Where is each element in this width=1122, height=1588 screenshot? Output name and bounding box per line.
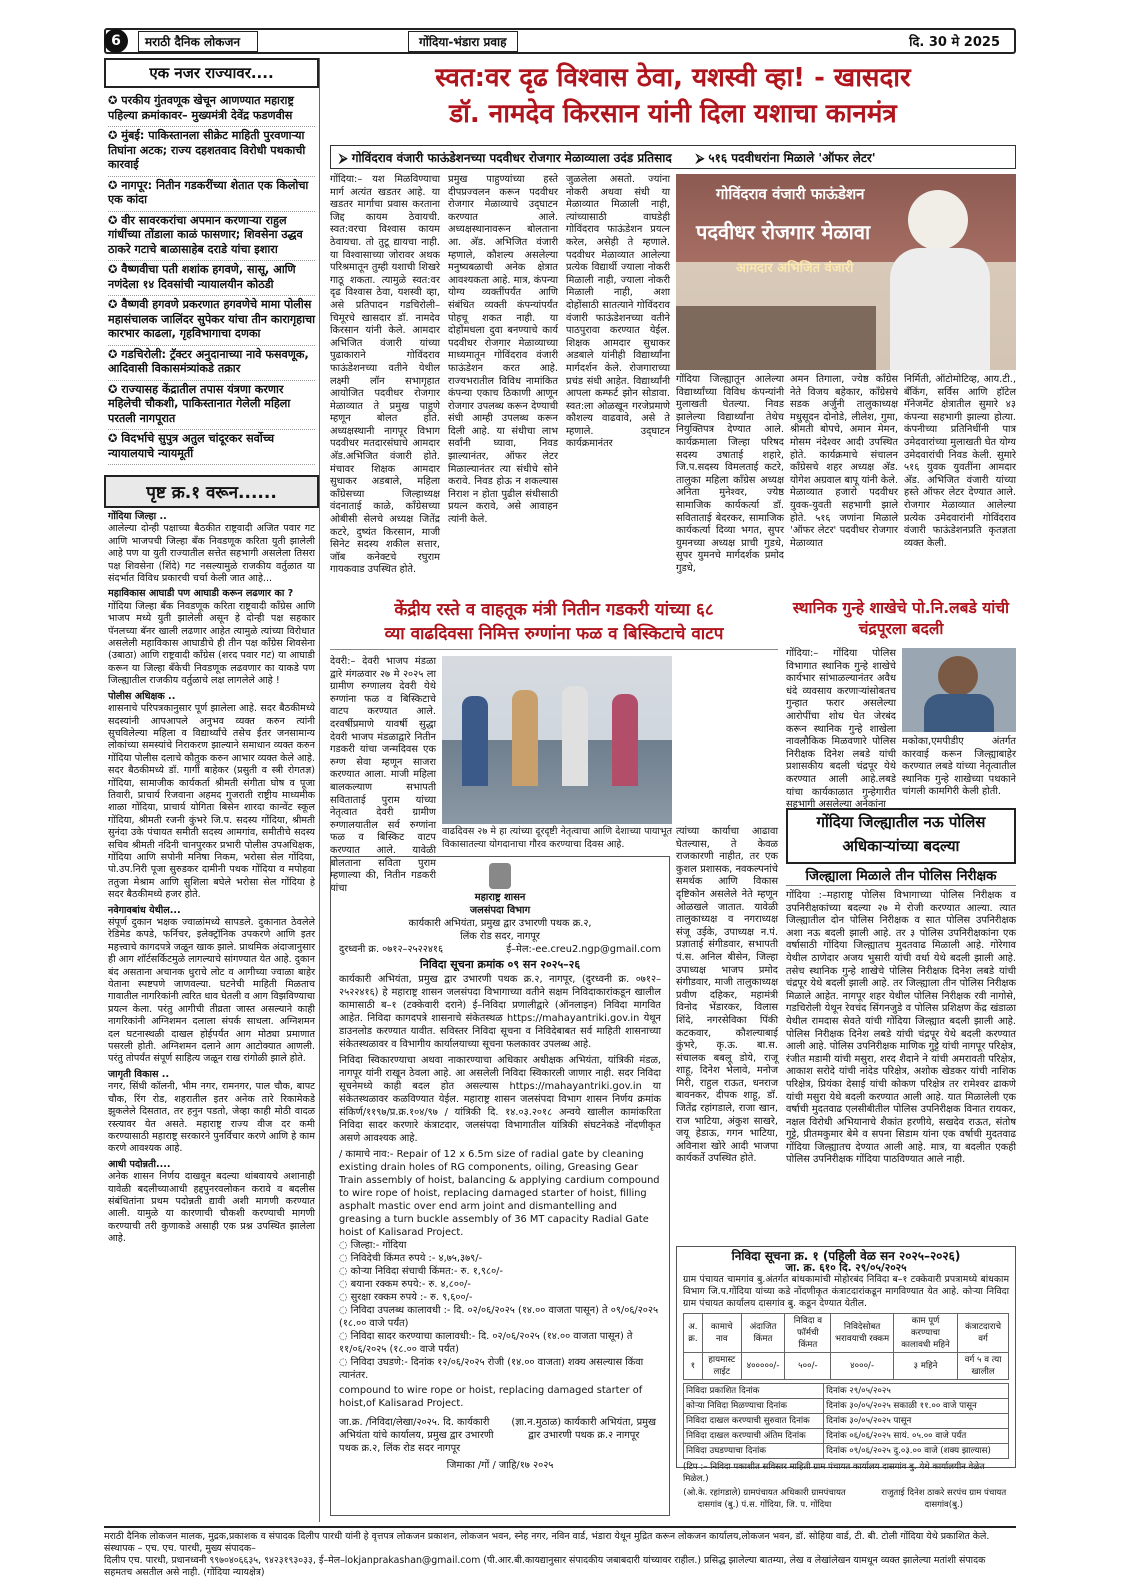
table-cell: वर्ग ५ व त्या खालील	[958, 1353, 1009, 1380]
tender2-note: (टिप :– निविदा पकाशीत सविस्तर माहिती ग्राम पंचायत कार्यालय दासगांव बु. येथे कार्यालयीन वेळेत मिळेल.)	[683, 1462, 985, 1484]
tender1-repeat: compound to wire rope or hoist, replacing damaged starter of hoist,of Kalisarad Project.	[339, 1385, 643, 1409]
table-header-cell: अ. क्र.	[684, 1314, 703, 1353]
briefs-list	[104, 88, 319, 469]
table-cell: ४०००००/-	[741, 1353, 785, 1380]
schedule-cell: निविदा दाखल करण्याची सुरुवात दिनांक	[684, 1414, 824, 1429]
table-cell: हायमास्ट लाईट	[702, 1353, 741, 1380]
continued-subhead: गोंदिया जिल्हा ..	[108, 511, 167, 522]
photo-banner-text3: आमदार अभिजित वंजारी	[736, 261, 854, 276]
schedule-cell: दिनांक ०९/०६/२०२५ दु.०३.०० वाजे (शक्य झाल्यास)	[824, 1444, 1009, 1459]
officer-shirt	[924, 694, 994, 732]
left-column	[104, 58, 320, 1522]
state-emblem-icon	[489, 863, 511, 889]
tender1-sig-right: (ज्ञा.न.मुठाळ) कार्यकारी अभियंता, प्रमुख द्वार उभारणी पथक क्र.२ नागपूर	[511, 1417, 657, 1441]
paper-name: मराठी दैनिक लोकजन	[138, 31, 258, 52]
main-subheadline	[330, 145, 1016, 169]
story4-headline-line2: अधिकाऱ्यांच्या बदल्या	[842, 837, 960, 855]
person-figure	[562, 686, 588, 786]
schedule-row	[684, 1399, 1009, 1414]
tender2-schedule	[683, 1383, 1009, 1459]
continued-paragraph: संपूर्ण दुकान भक्षक ज्वाळांमध्ये सापडले. दुकानात ठेवलेले रेडिमेड कपडे, फर्निचर, इलेक्ट्रॉनिक उपकरणे आणि इतर महत्त्वाचे कागदपत्रे जळून खाक झाले. प्राथमिक अंदाजानुसार ही आग शॉर्टसर्किटमुळे लागल्याचे सांगण्यात येत आहे. दुकान बंद असताना अचानक धुराचे लोट व आगीच्या ज्वाळा बाहेर येताना स्पष्टपणे जाणवल्या. घटनेची माहिती मिळताच गावातील नागरिकांनी त्वरित धाव घेतली व आग विझविण्याचा प्रयत्न केला. परंतु आगीची तीव्रता जास्त असल्याने काही नागरिकांनी अग्निशमन दलाला संपर्क साधला. अग्निशमन दल घटनास्थळी दाखल होईपर्यंत आग मोठ्या प्रमाणात पसरली होती. अग्निशमन दलाने आग आटोक्यात आणली. परंतु तोपर्यंत संपूर्ण साहित्य जळून राख रांगोळी झाले होते.	[108, 917, 316, 1065]
continued-subhead: पोलीस अधिक्षक ..	[108, 690, 176, 702]
tender1-email: ई–मेल:-ee.creu2.ngp@gmail.com	[506, 944, 661, 955]
photo-banner-text2: पदवीधर रोजगार मेळावा	[696, 220, 871, 244]
tender1-para2: निविदा स्विकारण्याचा अथवा नाकारण्याचा अधिकार अधीक्षक अभियंता, यांत्रिकी मंडळ, नागपूर यांनी राखून ठेवला आहे. आ असलेली निविदा स्विकारली जाणार नाही. सदर निविदा सूचनेमध्ये काही बदल होत असल्यास https://mahayantriki.gov.in या संकेतस्थळावर कळविण्यात येईल. महाराष्ट्र शासन जलसंपदा विभाग शासन निर्णय क्रमांक संकिर्ण/११९७/प्र.क्र.१०४/९७ / यांत्रिकी दि. १४.०३.२०१८ अन्वये खालील कामांकरिता निविदा सादर करणारे कंत्राटदार, जलसंपदा विभागातील यांत्रिकी संघटनेकडे नोंदणीकृत असणे आवश्यक आहे.	[339, 1055, 661, 1144]
tender1-item: ◌ निविदा सादर करण्याचा कालावधी:- दि. ०२/०६/२०२५ (१४.०० वाजता पासून) ते ११/०६/२०२५ (१८.०० वाजे पर्यंत)	[339, 1331, 633, 1355]
tender1-work: / कामाचे नाव:- Repair of 12 x 6.5m size of radial gate by cleaning existing drain holes of RG components, oiling, Greasing Gear Train assembly of hoist, balancing & applying cardium compound to wire rope of hoist, replacing damaged starter of hoist, filling asphalt mastic over end arm joint and dismantelling and greasing a turn buckle assembly of 36 MT capacity Radial Gate hoist of Kalisarad Project.	[339, 1149, 660, 1238]
tender2-sig-right: राजुताई दिनेश ठाकरे सरपंच ग्राम पंचायत दासगांव(बु.)	[881, 1488, 1007, 1510]
tender1-items	[339, 1239, 661, 1382]
continued-paragraph: नगर, सिंधी कॉलनी, भीम नगर, रामनगर, पाल चौक, बापट चौक, रिंग रोड, शहरातील इतर अनेक तारे रिकामेकडे झुकलेले दिसतात, तर हनुन पडतो, जेव्हा काही मोठी वादळ रस्त्यावर येत असते. महाराष्ट्र राज्य वीज दर कमी करण्यासाठी महाराष्ट्र सरकारने पुनर्विचार करणे आणि हे काम करणे आवश्यक आहे.	[108, 1081, 315, 1155]
main-headline-line1: स्वत:वर दृढ विश्वास ठेवा, यशस्वी व्हा! - खासदार	[435, 63, 911, 93]
story4-headline-line1: गोंदिया जिल्ह्यातील नऊ पोलिस	[816, 813, 986, 831]
tender1-office: कार्यकारी अभियंता, प्रमुख द्वार उभारणी पथक क्र.२,	[408, 918, 592, 929]
hospital-photo	[442, 656, 672, 824]
schedule-cell: कोऱ्या निविदा मिळण्याचा दिनांक	[684, 1399, 824, 1414]
continued-paragraph: गोंदिया जिल्हा बँक निवडणूक करिता राष्ट्रवादी काँग्रेस आणि भाजप मध्ये युती झालेली असून हे दोन्ही पक्ष सहकार पॅनलच्या बॅनर खाली लढणार आहेत त्यामुळे त्यांच्या विरोधात असलेली महाविकास आघाडीचे ही तीन पक्ष काँग्रेस शिवसेना (उबाठा) आणि राष्ट्रवादी काँग्रेस (शरद पवार गट) या आघाडी करून या जिल्हा बँकेची निवडणूक लढवणार का याकडे पण जिल्ह्यातील राजकीय वर्तुळाचे लक्ष लागलेले आहे !	[108, 600, 315, 687]
story1-col3: जुळलेला असतो. ज्यांना नोकरी अथवा संधी या मेळाव्यात मिळाली नाही, त्यांच्यासाठी वाघडेही गोविंदराव फाऊंडेशन प्रयत्न करेल, असेही ते म्हणाले. पदवीधर मेळाव्यात आलेल्या प्रत्येक विद्यार्थी ज्याला नोकरी मिळाली नाही, ज्याला नोकरी मिळाली नाही, अशा दोहोंसाठी सातत्याने गोविंदराव वंजारी फाऊंडेशनच्या वतीने पाठपुरावा करण्यात येईल. शिक्षक आमदार सुधाकर अडबाले यांनीही विद्यार्थ्यांना मार्गदर्शन केले. रोजगाराच्या प्रचंड संधी आहेत. विद्यार्थ्यांनी आपला कम्फर्ट झोन सोडावा. स्वत:ला ओळखून गरजेप्रमाणे कौशल्य वाढवावे, असे ते म्हणाले. उद्‌घाटन कार्यक्रमानंतर	[566, 174, 670, 450]
imprint-footer	[104, 1526, 1016, 1578]
continued-paragraph: आलेल्या दोन्ही पक्षाच्या बैठकीत राष्ट्रवादी अजित पवार गट आणि भाजपची जिल्हा बँक निवडणूक करिता युती झालेली आहे पण या युती राज्यातील सत्तेत सहभागी असलेला तिसरा पक्ष शिवसेना (शिंदे) गट नसल्यामुळे राजकीय वर्तुळात या संदर्भात विविध प्रकारची चर्चा केली जात आहे...	[108, 523, 315, 585]
speaker-figure-body	[890, 248, 990, 370]
schedule-cell: दिनांक २९/०५/२०२५	[824, 1384, 1009, 1399]
continued-body	[104, 508, 319, 1252]
schedule-cell: दिनांक ३०/०५/२०२५ पासून	[824, 1414, 1009, 1429]
table-cell: ५००/-	[785, 1353, 831, 1380]
tender1-item: ◌ निविदा उघडणे:- दिनांक १२/०६/२०२५ रोजी (१४.०० वाजता) शक्य असल्यास किंवा त्यानंतर.	[339, 1357, 644, 1381]
main-headline-line2: डॉ. नामदेव किरसान यांनी दिला यशाचा कानमंत्र	[449, 99, 897, 129]
table-cell: ३ महिने	[893, 1353, 957, 1380]
speaker-figure-head	[908, 190, 968, 250]
tender2-table	[683, 1313, 1009, 1380]
table-header-cell: निविदा व फॉर्मची किंमत	[785, 1314, 831, 1353]
schedule-row	[684, 1384, 1009, 1399]
brief-item: ✪ परकीय गुंतवणूक खेचून आणण्यात महाराष्ट्र पहिल्या क्रमांकावर– मुख्यमंत्री देवेंद्र फडणवीस	[108, 92, 315, 127]
table-header-cell: काम पूर्ण करण्याचा कालावधी महिने	[893, 1314, 957, 1353]
schedule-row	[684, 1444, 1009, 1459]
continued-subhead: नवेगावबांध येथील...	[108, 904, 181, 916]
brief-item: ✪ वैष्णवी हगवणे प्रकरणात हगवणेचे मामा पोलीस महासंचालक जालिंदर सुपेकर यांचा तीन कारागृहाचा कारभार काढला, गृहविभागाचा दणका	[108, 296, 315, 346]
issue-date: दि. 30 मे 2025	[909, 35, 1000, 50]
brief-item: ✪ वीर सावरकरांचा अपमान करणाऱ्या राहुल गांधींच्या तोंडाला काळं फासणार; शिवसेना उद्धव ठाकरे गटाचे बाळासाहेब दराडे यांचा इशारा	[108, 212, 315, 262]
table-header-row	[684, 1314, 1009, 1353]
tender1-item: ◌ सुरक्षा रक्कम रुपये :- रु. ९,६००/-	[339, 1292, 473, 1303]
story2-headline-line1: केंद्रीय रस्ते व वाहतूक मंत्री नितीन गडकरी यांच्या ६८	[394, 600, 714, 620]
brief-item: ✪ मुंबई: पाकिस्तानला सीक्रेट माहिती पुरवणाऱ्या तिघांना अटक; राज्य दहशतवाद विरोधी पथकाची कारवाई	[108, 127, 315, 177]
story1-col2: प्रमुख पाहुण्यांच्या हस्ते दीपप्रज्वलन करून पदवीधर रोजगार मेळाव्याचे उद्‌घाटन करण्यात आले. अध्यक्षस्थानावरून बोलताना आ. अ‍ॅड. अभिजित वंजारी म्हणाले, कौशल्य असलेल्या मनुष्यबळाची अनेक क्षेत्रात आवश्यकता आहे. मात्र, कंपन्या योग्य व्यक्तींपर्यंत आणि संबंधित व्यक्ती कंपन्यांपर्यंत पोहचू शकत नाही. या दोहोंमधला दुवा बनण्याचे कार्य पदवीधर रोजगार मेळाव्याच्या माध्यमातून गोविंदराव वंजारी फाऊंडेशन करत आहे. राज्यभरातील विविध नामांकित कंपन्या एकाच ठिकाणी आणून रोजगार उपलब्ध करून देण्याची संधी आम्ही उपलब्ध करून दिली आहे. या संधीचा लाभ सर्वांनी घ्यावा, निवड झाल्यानंतर, ऑफर लेटर मिळाल्यानंतर त्या संधीचे सोने करावे. निवड होऊ न शकल्यास निराश न होता पुढील संधीसाठी प्रयत्न करावे, असे आवाहन त्यांनी केले.	[448, 174, 558, 526]
tender-notice-grampanchayat	[676, 1246, 1016, 1510]
briefs-heading: एक नजर राज्यावर....	[104, 58, 319, 88]
schedule-cell: निविदा दाखल करण्याची अंतिम दिनांक	[684, 1429, 824, 1444]
continued-subhead: जागृती विकास ..	[108, 1068, 170, 1080]
tender2-ref: जा. क्र. ६१० दि. २९/०५/२०२५	[785, 1262, 907, 1274]
subheadline-left: ⮚ गोविंदराव वंजारी फाऊंडेशनच्या पदवीधर रोजगार मेळाव्याला उदंड प्रतिसाद	[339, 150, 672, 165]
tender1-phone: दुरध्वनी क्र. ०७१२–२५२२४१६	[339, 944, 444, 955]
person-figure	[462, 696, 488, 786]
schedule-cell: निविदा प्रकाशित दिनांक	[684, 1384, 824, 1399]
photo-banner-text1: गोविंदराव वंजारी फाऊंडेशन	[716, 185, 865, 203]
tender2-sig-left: (ओ.के. रहांगडाले) ग्रामपंचायत अधिकारी ग्रामपंचायत दासगांव (बु.) पं.स. गोंदिया, जि. प. गोंदिया	[683, 1488, 846, 1510]
page-number: 6	[104, 29, 128, 53]
tender2-intro: ग्राम पंचायत चामगांव बु.अंतर्गत बांधकामांची मोहोरबंद निविदा ब–१ टक्केवारी प्रपत्रामध्ये बांधकाम विभाग जि.प.गोंदिया यांच्या कडे नोंदणीकृत कंत्राटदारांकडून मागविण्यात येत आहे. कोऱ्या निविदा ग्राम पंचायत कार्यालय दासगांव बु. कडून देण्यात येतील.	[683, 1274, 1009, 1309]
story4-body: गोंदिया :–महाराष्ट्र पोलिस विभागाच्या पोलिस निरीक्षक व उपनिरीक्षकांच्या बदल्या २७ मे रोजी करण्यात आल्या. त्यात जिल्ह्यातील दोन पोलिस निरीक्षक व सात पोलिस उपनिरीक्षक अशा नऊ बदली झाली आहे. तर ३ पोलिस उपनिरीक्षकांना एक वर्षासाठी गोंदिया जिल्ह्यातच मुदतवाढ मिळाली आहे. गोरेगाव येथील ठाणेदार अजय भुसारी यांची वर्धा येथे बदली झाली आहे. तसेच स्थानिक गुन्हे शाखेचे पोलिस निरीक्षक दिनेश लबडे यांची चंद्रपूर येथे बदली झाली आहे. तर जिल्ह्याला तीन पोलिस निरीक्षक मिळाले आहेत. नागपूर शहर येथील पोलिस निरीक्षक रवी नागोसे, गडचिरोली येथून रेवचंद सिंगनजुडे व पोलिस प्रशिक्षण केंद्र खंडाळा येथील रामदास सेवते यांची गोंदिया जिल्ह्यात बदली झाली आहे. पोलिस निरीक्षक दिनेश लबडे यांची चंद्रपूर येथे बदली करण्यात आली आहे. पोलिस उपनिरीक्षक माणिक गुट्टे यांची नागपूर परिक्षेत्र, रंजीत मडामी यांची मसुरा, शरद शैदाने ने यांची अमरावती परिक्षेत्र, आकाश सरोदे यांची नांदेड परिक्षेत्र, अशोक खेडकर यांची नाशिक परिक्षेत्र, प्रियंका देसाई यांची कोकण परिक्षेत्र तर रामेश्वर ढाकणे यांची मसुरा येथे बदली करण्यात आली आहे. यात मिळालेली एक वर्षाची मुदतवाढ एलसीबीतील पोलिस उपनिरीक्षक विनात रायकर, नक्षल विरोधी अभियानाचे शैकांत हरणीये, सखदेव राऊत, संतोष गुट्टे, प्रीतमकुमार बेमे व सपना सिडाम यांना एक वर्षाची मुदतवाढ गोंदिया जिल्ह्यातच देण्यात आली आहे. मात्र, या बदलीत एकही पोलिस उपनिरीक्षक गोंदिया पाठविण्यात आले नाही.	[786, 890, 1016, 1166]
table-header-cell: निविदेसोबत भरावयाची रक्कम	[831, 1314, 893, 1353]
officer-face	[938, 656, 978, 696]
story2-headline	[330, 598, 778, 650]
tender1-item: ◌ निविदेची किंमत रुपये :- ४,७५,३७९/-	[339, 1253, 483, 1264]
tender1-govt: महाराष्ट्र शासन	[474, 892, 526, 903]
table-header-cell: कंत्राटदाराचे वर्ग	[958, 1314, 1009, 1353]
table-cell: १	[684, 1353, 703, 1380]
schedule-row	[684, 1429, 1009, 1444]
schedule-cell: दिनांक ३०/०५/२०२५ सकाळी ११.०० वाजे पासून	[824, 1399, 1009, 1414]
person-figure	[512, 690, 538, 786]
audience-block	[676, 306, 876, 370]
tender1-para1: कार्यकारी अभियंता, प्रमुख द्वार उभारणी पथक क्र.२, नागपूर, (दुरध्वनी क्र. ०७१२–२५२२४१६) हे महाराष्ट्र शासन जलसंपदा विभागाच्या वतीने सक्षम निविदाकारांकडून खालील कामासाठी ब–१ (टक्केवारी दराने) ई–निविदा प्रणालीद्वारे (ऑनलाइन) निविदा मागवित आहेत. निविदा कागदपत्रे शासनाचे संकेतस्थळ https://mahayantriki.gov.in येथून डाउनलोड करण्यात यावीत. सविस्तर निविदा सूचना व निविदेबाबत सर्व माहिती शासनाच्या संकेतस्थळावर व विभागीय कार्यालयाच्या सूचना फलकावर उपलब्ध आहे.	[339, 974, 661, 1050]
tender-notice-jalsampada	[330, 856, 670, 1516]
imprint-line1: मराठी दैनिक लोकजन मालक, मुद्रक,प्रकाशक व संपादक दिलीप पारधी यांनी हे वृत्तपत्र लोकजन प्रकाशन, लोकजन भवन, स्नेह नगर, नविन वार्ड, भंडारा येथून मुद्रित करून लोकजन कार्यालय,लोकजन भवन, डॉ. सोहिया वार्ड, टी. बी. टोली गोंदिया येथे प्रकाशित केले. संस्थापक – एच. एच. पारधी, मुख्य संपादक–	[104, 1531, 990, 1554]
table-row	[684, 1353, 1009, 1380]
continued-paragraph: शासनाचे परिपत्रकानुसार पूर्ण झालेला आहे. सदर बैठकीमध्ये सदस्यांनी आपआपले अनुभव व्यक्त करुन त्यांनी सुचविलेल्या महिला व विद्यार्थ्यांचे तसेच ईतर जनसामान्य लोकांच्या समस्यांचे निराकरण झाल्याने समाधान व्यक्त करुन गोंदिया पोलीस दलाचे कौतुक करुन आभार व्यक्त केले आहे. सदर बैठकीमध्ये डॉ. गार्गी बाहेकर (प्रसुती व स्त्री रोगतज्ञ) गोंदिया, सामाजीक कार्यकर्ता श्रीमती संगीता घोष व पूजा तिवारी, प्राचार्य रिजवाना अहमद गुजराती राष्ट्रीय माध्यमीक शाळा गोंदिया, प्राचार्य योगिता बिसेन शारदा कान्वेंट स्कूल गोंदिया, श्रीमती रजनी कुंभरे जि.प. सदस्य गोंदिया, श्रीमती सुनंदा उके पंचायत समीती सदस्य आमगांव, समीतीचे सदस्य सचिव श्रीमती नंदिनी चानपुरकर प्रभारी पोलीस उपअधिक्षक, गोंदिया आणि सपोनी मनिषा निकम, भरोसा सेल गोंदिया, पो.उप.निरी पूजा सुरुडकर दामीनी पथक गोंदिया व मपोहवा ततुजा मेश्राम आणि सुशिला बघेले भरोसा सेल गोंदिया हे सदर बैठकीमध्ये हजर होते.	[108, 703, 315, 901]
table-header-cell: कामाचे नाव	[702, 1314, 741, 1353]
story2-col2: त्यांच्या कार्याचा आढावा घेतल्यास, ते केवळ राजकारणी नाहीत, तर एक कुशल प्रशासक, नवकल्पनांचे समर्थक आणि विकास दृष्टिकोन असलेले नेते म्हणून ओळखले जातात. यावेळी तालुकाध्यक्ष व नगराध्यक्ष संजू उईके, उपाध्यक्ष न.पं. प्रज्ञाताई संगीडवार, सभापती पं.स. अनिल बीसेन, जिल्हा उपाध्यक्ष भाजप प्रमोद संगीडवार, माजी तालुकाध्यक्ष प्रवीण दहिकर, महामंत्री विनोद भेंडारकर, विलास शिंदे, नगरसेविका पिंकी कटकवार, कौशल्याबाई कुंभरे, कृ.ऊ. बा.स. संचालक बबलू डोये, राजू शाहू, दिनेश भेलावे, मनोज मिरी, राहुल राऊत, धनराज बावनकर, दीपक शाहू, डॉ. जितेंद्र रहांगडाले, राजा खान, राज भाटिया, अंकुश साखरे, जयू हेडाऊ, गगन भाटिया, अविनाश खोरे आदी भाजपा कार्यकर्ते उपस्थित होते.	[676, 826, 778, 1165]
section-name: गोंदिया-भंडारा प्रवाह	[408, 31, 518, 52]
tender1-ref: जिमाका /गों / जाहि/१७ २०२५	[446, 1460, 554, 1471]
brief-item: ✪ राज्यासह केंद्रातील तपास यंत्रणा करणार महिलेची चौकशी, पाकिस्तानात गेलेली महिला परतली नागपूरात	[108, 381, 315, 431]
story2-col1: देवरी:– देवरी भाजप मंडळा द्वारे मंगळवार २७ मे २०२५ ला ग्रामीण रुग्णालय देवरी येथे रुग्णांना फळ व बिस्किटाचे वाटप करण्यात आले. दरवर्षीप्रमाणे यावर्षी सुद्धा देवरी भाजप मंडळाद्वारे नितीन गडकरी यांचा जन्मदिवस एक रुग्ण सेवा म्हणून साजरा करण्यात आला. माजी महिला बालकल्याण सभापती सविताताई पुराम यांच्या नेतृत्वात देवरी ग्रामीण रुग्णालयातील सर्व रुग्णांना फळ व बिस्किट वाटप करण्यात आले. यावेळी बोलताना सविता पुराम म्हणाल्या की, नितीन गडकरी यांचा	[330, 656, 436, 894]
main-headline	[330, 60, 1016, 138]
continued-paragraph: अनेक शासन निर्णय दाखवून बदल्या थांबवायचे अशानाही यावेळी बदलीच्याआधी हद्दपुनरवलोकन करावे व बदलीस संबंधितांना प्रथम पदोन्नती द्यावी अशी मागणी करण्यात आली. यामुळे या कारणाची चौकशी करण्याची मागणी करण्याची तरी कुणाकडे असाही एक प्रश्न उपस्थित झालेला आहे.	[108, 1171, 315, 1245]
story1-col1: गोंदिया:– यश मिळविण्याचा मार्ग अत्यंत खडतर आहे. या खडतर मार्गाचा प्रवास करताना जिद्द कायम ठेवायची. स्वत:वरचा विश्वास कायम ठेवायचा. तो तुटू द्यायचा नाही. या विश्वासाच्या जोरावर अथक परिश्रमातून तुम्ही यशाची शिखरे गाठू शकता. त्यामुळे स्वत:वर दृढ विश्वास ठेवा, यशस्वी व्हा, असे प्रतिपादन गडचिरोली–चिमूरचे खासदार डॉ. नामदेव किरसान यांनी केले. आमदार अभिजित वंजारी यांच्या पुढाकाराने गोविंदराव फाऊंडेशनच्या वतीने येथील लक्ष्मी लॉन सभागृहात आयोजित पदवीधर रोजगार मेळाव्यात ते प्रमुख पाहुणे म्हणून बोलत होते. अध्यक्षस्थानी नागपूर विभाग पदवीधर मतदारसंघाचे आमदार अ‍ॅड.अभिजित वंजारी होते. मंचावर शिक्षक आमदार सुधाकर अडबाले, महिला काँग्रेसच्या जिल्हाध्यक्ष वंदनाताई काळे, काँग्रेसच्या ओबीसी सेलचे अध्यक्ष जितेंद्र कटरे, दुष्यंत किरसान, माजी सिनेट सदस्य शकील सत्तार, जॉब कनेक्टचे रघुराम गायकवाड उपस्थित होते.	[330, 174, 440, 576]
schedule-cell: निविदा उघडण्याचा दिनांक	[684, 1444, 824, 1459]
brief-item: ✪ गडचिरोली: ट्रॅक्टर अनुदानाच्या नावे फसवणूक, आदिवासी विकासमंत्र्यांकडे तक्रार	[108, 346, 315, 381]
tender1-item: ◌ बयाना रक्कम रुपये:- रु. ४,८००/-	[339, 1279, 471, 1290]
imprint-line2: दिलीप एच. पारधी, प्रधानध्वनी ९९७०४०६६३५, ९४२३१९३०३३, ई–मेल–lokjanprakashan@gmail.com (पी.आर.बी.कायद्यानुसार संपादकीय जबाबदारी यांच्यावर राहील.) प्रसिद्ध झालेल्या बातम्या, लेख व लेखांलेखन यामधून व्यक्त झालेल्या मतांशी संपादक सहमतच असतील असे नाही. (गोंदिया न्यायक्षेत्र)	[104, 1555, 986, 1578]
story2-headline-line2: व्या वाढदिवसा निमित्त रुग्णांना फळ व बिस्किटाचे वाटप	[384, 624, 724, 644]
continued-heading: पृष्ट क्र.१ वरून......	[104, 475, 319, 508]
schedule-row	[684, 1414, 1009, 1429]
story3-col1: गोंदिया:– गोंदिया पोलिस विभागात स्थानिक गुन्हे शाखेचे कार्यभार सांभाळल्यानंतर अवैध धंदे व्यवसाय करणाऱ्यांसोबतच गुन्हात फरार असलेल्या आरोपींचा शोध घेत जेरबंद करून स्थानिक गुन्हे शाखेला नावलौकिक मिळवणारे पोलिस निरीक्षक दिनेश लबडे यांची प्रशासकीय बदली चंद्रपूर येथे करण्यात आली आहे.लबडे यांचा कार्यकाळात गुन्हेगारीत सहभागी असलेल्या अनेकांना	[786, 648, 896, 811]
tender1-notice-no: निविदा सूचना क्रमांक ०९ सन २०२५–२६	[419, 958, 581, 971]
story4-subheadline: जिल्ह्याला मिळाले तीन पोलिस निरीक्षक	[786, 866, 1016, 886]
brief-item: ✪ वैष्णवीचा पती शशांक हगवणे, सासू, आणि नणंदेला १४ दिवसांची न्यायालयीन कोठडी	[108, 261, 315, 296]
tender1-address: लिंक रोड सदर, नागपूर	[460, 931, 540, 942]
officer-photo	[902, 648, 1016, 732]
brief-item: ✪ विदर्भाचे सुपुत्र अतुल चांदूरकर सर्वोच्च न्यायालयाचे न्यायमूर्ती	[108, 430, 315, 465]
story1-col6: निर्मिती, ऑटोमोटिव्ह, आय.टी., बँकिंग, सर्विस आणि हॉटेल मॅनेजमेंट क्षेत्रातील सुमारे ४३ कंपन्या सहभागी झाल्या होत्या. कंपनीच्या प्रतिनिधींनी पात्र उमेदवारांच्या मुलाखती घेत योग्य उमेदवारांची निवड केली. सुमारे ५१६ युवक युवतींना आमदार अ‍ॅड. अभिजित वंजारी यांच्या हस्ते ऑफर लेटर देण्यात आले. रोजगार मेळाव्यात आलेल्या प्रत्येक उमेदवारांनी गोविंदराव वंजारी फाऊंडेशनप्रति कृतज्ञता व्यक्त केली.	[904, 374, 1016, 549]
tender1-sig-left: जा.क्र. /निविदा/लेखा/२०२५. दि. कार्यकारी अभियंता यांचे कार्यालय, प्रमुख द्वार उभारणी पथक क्र.२, लिंक रोड सदर नागपूर	[339, 1417, 494, 1454]
tender2-title: निविदा सूचना क्र. १ (पहिली वेळ सन २०२५–२०२६)	[731, 1249, 961, 1263]
person-figure	[612, 694, 638, 786]
brief-item: ✪ नागपूर: नितीन गडकरींच्या शेतात एक किलोचा एक कांदा	[108, 177, 315, 212]
story2-caption: वाढदिवस २७ मे हा त्यांच्या दूरदृष्टी नेतृत्वाचा आणि देशाच्या पायाभूत विकासातल्या योगदानाचा गौरव करण्याचा दिवस आहे.	[442, 826, 672, 850]
tender1-dept: जलसंपदा विभाग	[469, 905, 531, 916]
tender1-item: ◌ कोऱ्या निविदा संचाची किंमत:- रु. १,९८०/-	[339, 1266, 504, 1277]
job-fair-photo	[676, 174, 1016, 370]
page-header	[104, 28, 1016, 54]
table-cell: ४०००/-	[831, 1353, 893, 1380]
story3-col2: मकोका,एमपीडीए अंतर्गत कारवाई करून जिल्ह्याबाहेर करण्यात लबडे यांच्या नेतृत्वातील स्थानिक गुन्हे शाखेच्या पथकाने चांगली कामगिरी केली होती.	[902, 736, 1016, 798]
story3-headline: स्थानिक गुन्हे शाखेचे पो.नि.लबडे यांची चंद्रपूरला बदली	[792, 599, 1010, 638]
tender1-item: ◌ जिल्हा:- गोंदिया	[339, 1240, 407, 1251]
continued-subhead: महाविकास आघाडी पण आघाडी करून लढणार का ?	[108, 588, 294, 600]
story4-headline	[786, 808, 1016, 864]
subheadline-right: ⮚ ५१६ पदवीधरांना मिळाले 'ऑफर लेटर'	[695, 150, 876, 165]
table-header-cell: अंदाजित किंमत	[741, 1314, 785, 1353]
schedule-cell: दिनांक ०६/०६/२०२५ सायं. ०५.०० वाजे पर्यंत	[824, 1429, 1009, 1444]
story1-col4: गोंदिया जिल्ह्यातून आलेल्या विद्यार्थ्यांच्या विविध कंपन्यांनी मुलाखती घेतल्या. निवड झालेल्या विद्यार्थ्यांना तेथेच नियुक्तिपत्र देण्यात आले. कार्यक्रमाला जिल्हा परिषद सदस्य उषाताई शहारे, जि.प.सदस्य विमलताई कटरे, तालुका महिला काँग्रेस अध्यक्ष अनिता मुनेश्वर, ज्येष्ठ सामाजिक कार्यकर्त्या डॉ. सविताताई बेदरकर, सामाजिक कार्यकर्त्या दिव्या भगत, सुपर युमनच्या अध्यक्ष प्राची गुडधे, सुपर युमनचे मार्गदर्शक प्रमोद गुडधे,	[676, 374, 784, 574]
tender1-item: ◌ निविदा उपलब्ध कालावधी :- दि. ०२/०६/२०२५ (१४.०० वाजता पासून) ते ०९/०६/२०२५ (१८.०० वाजे पर्यंत)	[339, 1305, 659, 1329]
story1-col5: अमन तिगाला, ज्येष्ठ काँग्रेस नेते विजय बहेकार, काँग्रेसचे सडक अर्जुनी तालुकाध्यक्ष मधुसूदन दोनोडे, लीलेश, गुमा, श्रीमती बोपचे, अमान मेमन, मोसम नंदेश्वर आदी उपस्थित होते. कार्यक्रमाचे संचालन काँग्रेसचे शहर अध्यक्ष अ‍ॅड. योगेश अग्रवाल बापू यांनी केले. मेळाव्यात हजारो पदवीधर युवक-युवती सहभागी झाले होते. ५१६ जणांना मिळाले 'ऑफर लेटर' पदवीधर रोजगार मेळाव्यात	[790, 374, 898, 549]
continued-subhead: आधी पदोन्नती....	[108, 1158, 171, 1170]
